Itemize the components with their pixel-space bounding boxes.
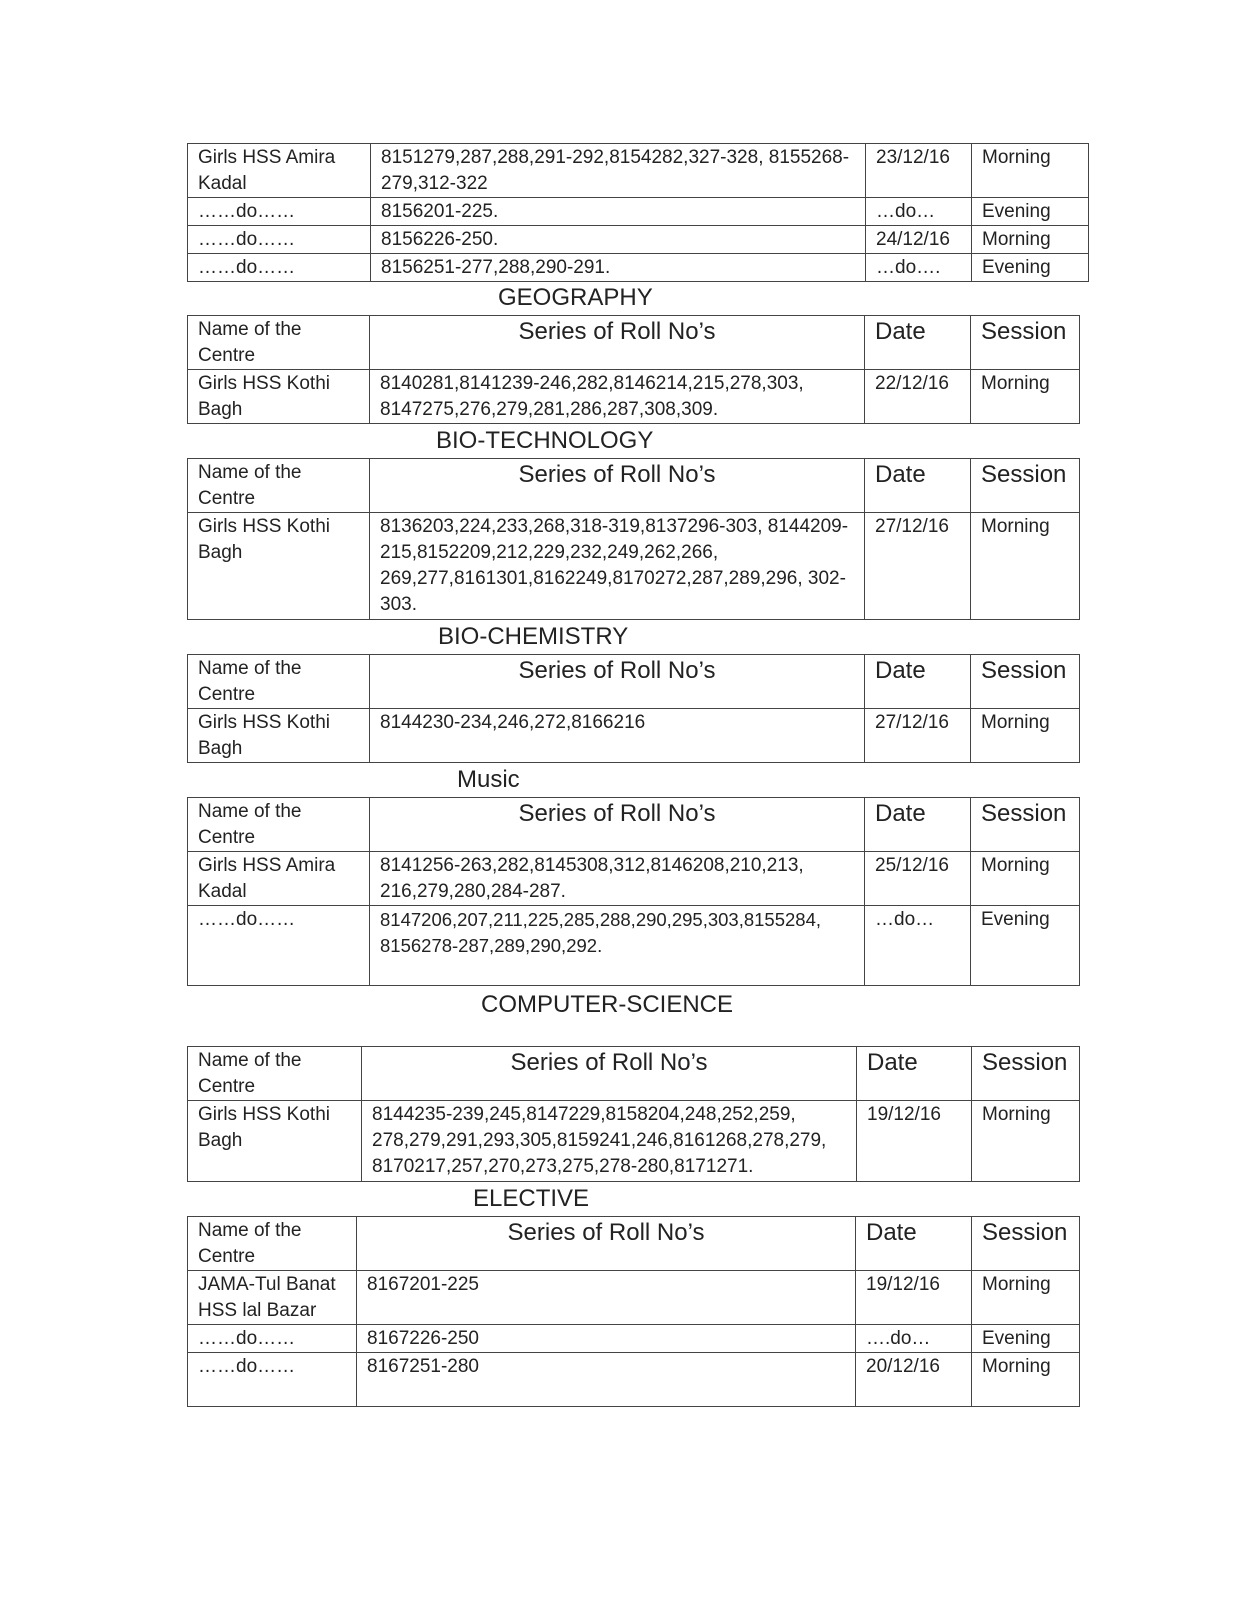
- date-cell: 23/12/16: [866, 144, 972, 198]
- header-centre: Name of the Centre: [188, 1047, 362, 1101]
- session-cell: Morning: [972, 1271, 1080, 1325]
- header-centre: Name of the Centre: [188, 798, 370, 852]
- section-heading-compsci: COMPUTER-SCIENCE: [481, 991, 734, 1018]
- centre-cell: Girls HSS Kothi Bagh: [188, 513, 370, 620]
- header-date: Date: [857, 1047, 972, 1101]
- section-heading-geography: GEOGRAPHY: [498, 284, 653, 311]
- session-cell: Morning: [972, 1101, 1080, 1182]
- series-cell: 8167251-280: [357, 1353, 856, 1407]
- table-row: [188, 906, 1080, 986]
- series-cell: 8156201-225.: [371, 198, 866, 226]
- table-compsci: [187, 1046, 1080, 1182]
- header-series: Series of Roll No’s: [370, 316, 865, 370]
- session-cell: Morning: [972, 1353, 1080, 1407]
- series-cell: 8167226-250: [357, 1325, 856, 1353]
- header-series: Series of Roll No’s: [370, 798, 865, 852]
- session-cell: Morning: [971, 370, 1080, 424]
- header-series: Series of Roll No’s: [362, 1047, 857, 1101]
- header-date: Date: [856, 1217, 972, 1271]
- date-cell: 27/12/16: [865, 513, 971, 620]
- header-date: Date: [865, 798, 971, 852]
- date-cell: 20/12/16: [856, 1353, 972, 1407]
- series-cell: 8167201-225: [357, 1271, 856, 1325]
- table-top: [187, 143, 1089, 282]
- table-row: [188, 709, 1080, 763]
- header-series: Series of Roll No’s: [370, 459, 865, 513]
- header-session: Session: [972, 1217, 1080, 1271]
- section-heading-biochem: BIO-CHEMISTRY: [438, 623, 629, 650]
- series-cell: 8136203,224,233,268,318-319,8137296-303, 8144209-215,8152209,212,229,232,249,262,266, 269,277,8161301,8162249,8170272,287,289,296, 302-303.: [370, 513, 865, 620]
- session-cell: Evening: [972, 198, 1089, 226]
- header-centre: Name of the Centre: [188, 655, 370, 709]
- date-cell: 19/12/16: [857, 1101, 972, 1182]
- centre-cell: ……do……: [188, 198, 371, 226]
- session-cell: Morning: [972, 144, 1089, 198]
- session-cell: Morning: [972, 226, 1089, 254]
- table-header-row: [188, 316, 1080, 370]
- header-session: Session: [971, 655, 1080, 709]
- centre-cell: Girls HSS Kothi Bagh: [188, 1101, 362, 1182]
- centre-cell: ……do……: [188, 254, 371, 282]
- session-cell: Morning: [971, 513, 1080, 620]
- centre-cell: Girls HSS Kothi Bagh: [188, 370, 370, 424]
- header-centre: Name of the Centre: [188, 316, 370, 370]
- series-cell: 8144230-234,246,272,8166216: [370, 709, 865, 763]
- centre-cell: ……do……: [188, 906, 370, 986]
- table-row: [188, 1353, 1080, 1407]
- header-centre: Name of the Centre: [188, 459, 370, 513]
- header-session: Session: [971, 459, 1080, 513]
- series-cell: 8151279,287,288,291-292,8154282,327-328, 8155268-279,312-322: [371, 144, 866, 198]
- table-header-row: [188, 798, 1080, 852]
- date-cell: 24/12/16: [866, 226, 972, 254]
- date-cell: ….do…: [856, 1325, 972, 1353]
- section-heading-elective: ELECTIVE: [473, 1185, 590, 1212]
- date-cell: 22/12/16: [865, 370, 971, 424]
- header-date: Date: [865, 459, 971, 513]
- header-centre: Name of the Centre: [188, 1217, 357, 1271]
- session-cell: Evening: [971, 906, 1080, 986]
- table-biotech: [187, 458, 1080, 620]
- table-header-row: [188, 1217, 1080, 1271]
- table-row: [188, 852, 1080, 906]
- centre-cell: ……do……: [188, 1325, 357, 1353]
- centre-cell: ……do……: [188, 226, 371, 254]
- centre-cell: ……do……: [188, 1353, 357, 1407]
- session-cell: Morning: [971, 852, 1080, 906]
- date-cell: 25/12/16: [865, 852, 971, 906]
- table-header-row: [188, 459, 1080, 513]
- table-row: [188, 1271, 1080, 1325]
- series-cell: 8144235-239,245,8147229,8158204,248,252,259, 278,279,291,293,305,8159241,246,8161268,278,279, 8170217,257,270,273,275,278-280,8171271.: [362, 1101, 857, 1182]
- header-series: Series of Roll No’s: [370, 655, 865, 709]
- header-series: Series of Roll No’s: [357, 1217, 856, 1271]
- table-header-row: [188, 655, 1080, 709]
- table-music: [187, 797, 1080, 986]
- header-session: Session: [971, 316, 1080, 370]
- series-cell: 8147206,207,211,225,285,288,290,295,303,8155284, 8156278-287,289,290,292.: [370, 906, 865, 986]
- table-header-row: [188, 1047, 1080, 1101]
- table-row: [188, 1101, 1080, 1182]
- centre-cell: JAMA-Tul Banat HSS lal Bazar: [188, 1271, 357, 1325]
- table-row: [188, 1325, 1080, 1353]
- session-cell: Evening: [972, 1325, 1080, 1353]
- table-row: [188, 226, 1089, 254]
- series-cell: 8140281,8141239-246,282,8146214,215,278,303, 8147275,276,279,281,286,287,308,309.: [370, 370, 865, 424]
- table-row: [188, 370, 1080, 424]
- series-cell: 8156251-277,288,290-291.: [371, 254, 866, 282]
- header-date: Date: [865, 655, 971, 709]
- table-row: [188, 254, 1089, 282]
- session-cell: Evening: [972, 254, 1089, 282]
- date-cell: …do…: [866, 198, 972, 226]
- table-elective: [187, 1216, 1080, 1407]
- date-cell: …do…: [865, 906, 971, 986]
- table-row: [188, 198, 1089, 226]
- table-row: [188, 144, 1089, 198]
- date-cell: 27/12/16: [865, 709, 971, 763]
- centre-cell: Girls HSS Amira Kadal: [188, 144, 371, 198]
- header-session: Session: [971, 798, 1080, 852]
- centre-cell: Girls HSS Kothi Bagh: [188, 709, 370, 763]
- date-cell: …do….: [866, 254, 972, 282]
- date-cell: 19/12/16: [856, 1271, 972, 1325]
- centre-cell: Girls HSS Amira Kadal: [188, 852, 370, 906]
- section-heading-biotech: BIO-TECHNOLOGY: [436, 427, 654, 454]
- section-heading-music: Music: [457, 766, 520, 793]
- table-geography: [187, 315, 1080, 424]
- header-session: Session: [972, 1047, 1080, 1101]
- table-biochem: [187, 654, 1080, 763]
- series-cell: 8156226-250.: [371, 226, 866, 254]
- table-row: [188, 513, 1080, 620]
- session-cell: Morning: [971, 709, 1080, 763]
- header-date: Date: [865, 316, 971, 370]
- series-cell: 8141256-263,282,8145308,312,8146208,210,213, 216,279,280,284-287.: [370, 852, 865, 906]
